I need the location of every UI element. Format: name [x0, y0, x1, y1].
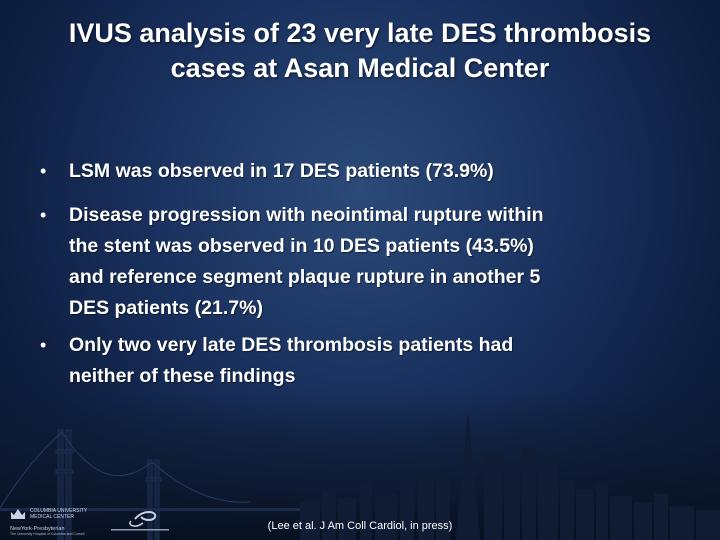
bullet-text-line: Disease progression with neointimal rupture within: [69, 204, 544, 226]
bullet-icon: •: [40, 205, 47, 225]
bullet-text-line: LSM was observed in 17 DES patients (73.9%): [69, 160, 494, 182]
logo-text: COLUMBIA UNIVERSITY: [30, 508, 88, 514]
title-line-2: cases at Asan Medical Center: [170, 53, 550, 83]
bullet-text-line: and reference segment plaque rupture in another 5: [69, 266, 541, 288]
logo-text: MEDICAL CENTER: [30, 514, 74, 520]
bullet-icon: •: [40, 161, 47, 181]
logo-text: NewYork-Presbyterian: [10, 526, 65, 532]
bullet-icon: •: [40, 335, 47, 355]
bullet-text-line: Only two very late DES thrombosis patients had: [69, 334, 514, 356]
citation-text: (Lee et al. J Am Coll Cardiol, in press): [267, 520, 453, 532]
title-line-1: IVUS analysis of 23 very late DES thrombosis: [68, 18, 652, 48]
logo-text: The University Hospital of Columbia and Cornell: [10, 532, 85, 536]
bullet-text-line: the stent was observed in 10 DES patients (43.5%): [69, 235, 534, 257]
bullet-text-line: DES patients (21.7%): [69, 297, 263, 319]
bullet-text-line: neither of these findings: [69, 365, 296, 387]
